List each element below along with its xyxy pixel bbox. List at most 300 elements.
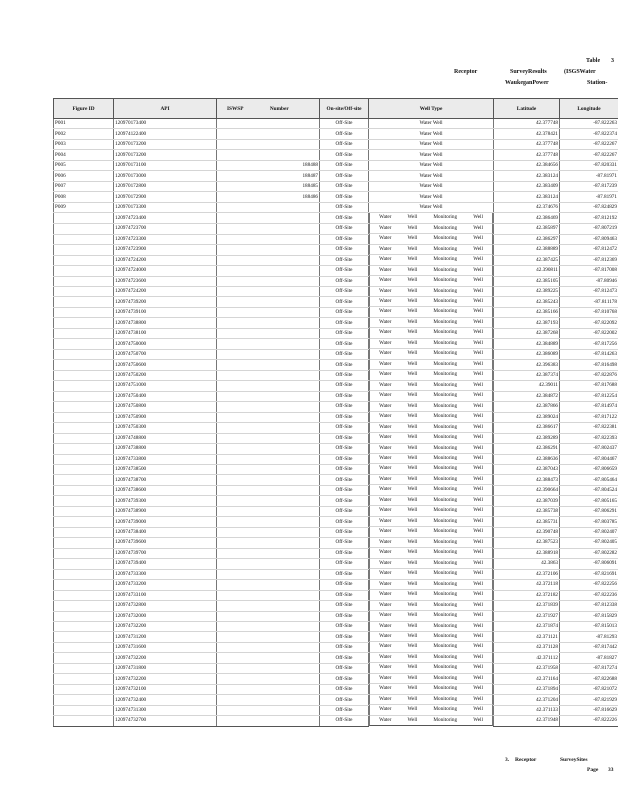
- figure-id-cell: [54, 381, 114, 391]
- figure-id-cell: [54, 590, 114, 600]
- iswsp-cell: [217, 622, 320, 632]
- longitude-cell: -87.817442: [560, 642, 618, 652]
- api-cell: 120974733300: [114, 569, 217, 579]
- table-row: [54, 360, 618, 370]
- col-latitude: Latitude: [494, 99, 560, 119]
- latitude-cell: 42.385105: [494, 276, 560, 286]
- site-cell: Off-Site: [320, 318, 369, 328]
- api-cell: 120974739300: [114, 496, 217, 506]
- table-row: [54, 328, 618, 338]
- iswsp-cell: 188486: [217, 192, 320, 202]
- api-cell: 120970173000: [114, 171, 217, 181]
- latitude-cell: 42.390811: [494, 266, 560, 276]
- site-cell: Off-Site: [320, 297, 369, 307]
- latitude-cell: 42.389289: [494, 433, 560, 443]
- api-cell: 120974739100: [114, 307, 217, 317]
- table-row: [54, 611, 618, 621]
- well-type-cell: Water Well Monitoring Well: [369, 318, 493, 328]
- site-cell: Off-Site: [320, 485, 369, 495]
- longitude-cell: -87.822876: [560, 370, 618, 380]
- iswsp-cell: [217, 307, 320, 317]
- table-row: [54, 245, 618, 255]
- figure-id-cell: [54, 705, 114, 715]
- api-cell: 120974750900: [114, 412, 217, 422]
- table-row: [54, 412, 618, 422]
- iswsp-cell: [217, 391, 320, 401]
- well-type-cell: Water Well Monitoring Well: [369, 653, 493, 663]
- figure-id-cell: [54, 475, 114, 485]
- iswsp-cell: [217, 527, 320, 537]
- iswsp-cell: [217, 475, 320, 485]
- table-row: [54, 370, 618, 380]
- iswsp-cell: [217, 580, 320, 590]
- figure-id-cell: [54, 276, 114, 286]
- api-cell: 120974733800: [114, 454, 217, 464]
- latitude-cell: 42.372118: [494, 580, 560, 590]
- iswsp-cell: [217, 517, 320, 527]
- iswsp-cell: 188488: [217, 160, 320, 170]
- longitude-cell: -87.806291: [560, 506, 618, 516]
- waukegan-heading: WaukeganPower: [505, 80, 549, 86]
- site-cell: Off-Site: [320, 360, 369, 370]
- iswsp-cell: [217, 234, 320, 244]
- longitude-cell: -87.824829: [560, 202, 618, 212]
- footer-section: 3.: [505, 757, 510, 763]
- well-type-cell: Water Well Monitoring Well: [369, 307, 493, 317]
- api-cell: 120974723300: [114, 234, 217, 244]
- longitude-cell: -87.817239: [560, 181, 618, 191]
- latitude-cell: 42.372106: [494, 569, 560, 579]
- well-type-cell: Water Well Monitoring Well: [369, 601, 493, 611]
- well-type-cell: Water Well Monitoring Well: [369, 527, 493, 537]
- table-row: [54, 444, 618, 454]
- figure-id-cell: [54, 266, 114, 276]
- well-type-cell: Water Well Monitoring Well: [369, 224, 493, 234]
- api-cell: 120974738500: [114, 464, 217, 474]
- latitude-cell: 42.387039: [494, 496, 560, 506]
- figure-id-cell: [54, 716, 114, 726]
- site-cell: Off-Site: [320, 139, 369, 149]
- figure-id-cell: [54, 444, 114, 454]
- iswsp-cell: [217, 370, 320, 380]
- figure-id-cell: [54, 663, 114, 673]
- site-cell: Off-Site: [320, 590, 369, 600]
- iswsp-cell: [217, 328, 320, 338]
- site-cell: Off-Site: [320, 464, 369, 474]
- longitude-cell: -87.81971: [560, 192, 618, 202]
- table-row: [54, 391, 618, 401]
- site-cell: Off-Site: [320, 192, 369, 202]
- api-cell: 120970173400: [114, 119, 217, 129]
- figure-id-cell: [54, 454, 114, 464]
- latitude-cell: 42.371958: [494, 663, 560, 673]
- site-cell: Off-Site: [320, 381, 369, 391]
- api-cell: 120974724000: [114, 266, 217, 276]
- site-cell: Off-Site: [320, 181, 369, 191]
- longitude-cell: -87.81827: [560, 653, 618, 663]
- longitude-cell: -87.802437: [560, 444, 618, 454]
- well-type-cell: Water Well Monitoring Well: [369, 632, 493, 642]
- col-well-type: Well Type: [369, 99, 494, 119]
- api-cell: 120974750200: [114, 370, 217, 380]
- iswsp-cell: [217, 674, 320, 684]
- col-api: API: [114, 99, 217, 119]
- longitude-cell: -87.822236: [560, 590, 618, 600]
- iswsp-cell: [217, 716, 320, 726]
- iswsp-cell: [217, 485, 320, 495]
- well-type-cell: Water Well Monitoring Well: [369, 674, 493, 684]
- iswsp-cell: [217, 684, 320, 694]
- figure-id-cell: [54, 255, 114, 265]
- latitude-cell: 42.387268: [494, 328, 560, 338]
- iswsp-cell: [217, 569, 320, 579]
- latitude-cell: 42.389024: [494, 412, 560, 422]
- api-cell: 120974731600: [114, 642, 217, 652]
- table-row: [54, 485, 618, 495]
- latitude-cell: 42.388636: [494, 454, 560, 464]
- latitude-cell: 42.390748: [494, 527, 560, 537]
- iswsp-cell: [217, 255, 320, 265]
- api-cell: 120974732200: [114, 674, 217, 684]
- longitude-cell: -87.804467: [560, 454, 618, 464]
- table-row: [54, 527, 618, 537]
- figure-id-cell: [54, 224, 114, 234]
- well-type-cell: Water Well Monitoring Well: [369, 339, 493, 349]
- footer-page-number: 33: [608, 767, 614, 773]
- iswsp-cell: [217, 339, 320, 349]
- figure-id-cell: P004: [54, 150, 114, 160]
- figure-id-cell: [54, 527, 114, 537]
- api-cell: 120974732100: [114, 684, 217, 694]
- latitude-cell: 42.371839: [494, 601, 560, 611]
- figure-id-cell: P007: [54, 181, 114, 191]
- latitude-cell: 42.3863: [494, 559, 560, 569]
- api-cell: 120974750800: [114, 402, 217, 412]
- iswsp-cell: [217, 224, 320, 234]
- well-type-cell: Water Well: [369, 139, 494, 149]
- figure-id-cell: [54, 287, 114, 297]
- well-type-cell: Water Well Monitoring Well: [369, 663, 493, 673]
- figure-id-cell: [54, 684, 114, 694]
- iswsp-cell: [217, 590, 320, 600]
- table-row: [54, 464, 618, 474]
- well-type-cell: Water Well Monitoring Well: [369, 517, 493, 527]
- iswsp-cell: [217, 402, 320, 412]
- longitude-cell: -87.821691: [560, 569, 618, 579]
- site-cell: Off-Site: [320, 234, 369, 244]
- latitude-cell: 42.378421: [494, 129, 560, 139]
- latitude-cell: 42.386617: [494, 423, 560, 433]
- longitude-cell: -87.822002: [560, 328, 618, 338]
- api-cell: 120974732700: [114, 716, 217, 726]
- api-cell: 120974732200: [114, 622, 217, 632]
- site-cell: Off-Site: [320, 444, 369, 454]
- figure-id-cell: [54, 245, 114, 255]
- table-row: [54, 150, 618, 160]
- longitude-cell: -87.814263: [560, 349, 618, 359]
- well-type-cell: Water Well Monitoring Well: [369, 444, 493, 454]
- api-cell: 120974723600: [114, 276, 217, 286]
- longitude-cell: -87.822263: [560, 119, 618, 129]
- api-cell: 120974731300: [114, 705, 217, 715]
- table-row: [54, 213, 618, 224]
- well-type-cell: Water Well: [369, 150, 494, 160]
- table-row: [54, 716, 618, 726]
- well-type-cell: Water Well Monitoring Well: [369, 213, 493, 223]
- well-type-cell: Water Well: [369, 171, 494, 181]
- table-row: [54, 548, 618, 558]
- latitude-cell: 42.377748: [494, 139, 560, 149]
- well-type-cell: Water Well Monitoring Well: [369, 370, 493, 380]
- site-cell: Off-Site: [320, 663, 369, 673]
- latitude-cell: 42.371204: [494, 695, 560, 705]
- site-cell: Off-Site: [320, 559, 369, 569]
- longitude-cell: -87.817008: [560, 266, 618, 276]
- longitude-cell: -87.812254: [560, 391, 618, 401]
- iswsp-cell: [217, 454, 320, 464]
- figure-id-cell: [54, 496, 114, 506]
- api-cell: 120974751000: [114, 381, 217, 391]
- latitude-cell: 42.371121: [494, 632, 560, 642]
- latitude-cell: 42.384872: [494, 391, 560, 401]
- iswsp-cell: [217, 287, 320, 297]
- figure-id-cell: [54, 297, 114, 307]
- latitude-cell: 42.387866: [494, 402, 560, 412]
- iswsp-cell: [217, 695, 320, 705]
- site-cell: Off-Site: [320, 171, 369, 181]
- table-row: [54, 234, 618, 244]
- api-cell: 120974738700: [114, 475, 217, 485]
- api-cell: 120974739600: [114, 538, 217, 548]
- iswsp-cell: [217, 538, 320, 548]
- well-type-cell: Water Well: [369, 119, 494, 129]
- iswsp-cell: [217, 559, 320, 569]
- well-type-cell: Water Well Monitoring Well: [369, 266, 493, 276]
- latitude-cell: 42.383409: [494, 181, 560, 191]
- figure-id-cell: [54, 632, 114, 642]
- table-header-row: [54, 99, 618, 119]
- figure-id-cell: [54, 213, 114, 224]
- site-cell: Off-Site: [320, 517, 369, 527]
- api-cell: 120974739000: [114, 517, 217, 527]
- table-row: [54, 705, 618, 715]
- figure-id-cell: [54, 506, 114, 516]
- longitude-cell: -87.822092: [560, 318, 618, 328]
- figure-id-cell: P005: [54, 160, 114, 170]
- survey-results-heading: SurveyResults: [510, 69, 547, 75]
- api-cell: 120974738600: [114, 485, 217, 495]
- table-number: 3: [611, 58, 614, 64]
- api-cell: 120974738900: [114, 506, 217, 516]
- col-number: Number: [269, 105, 289, 112]
- well-type-cell: Water Well Monitoring Well: [369, 590, 493, 600]
- iswsp-cell: [217, 139, 320, 149]
- latitude-cell: 42.385738: [494, 506, 560, 516]
- table-row: [54, 695, 618, 705]
- receptor-survey-table: [53, 98, 618, 727]
- latitude-cell: 42.372182: [494, 590, 560, 600]
- table-row: [54, 255, 618, 265]
- iswsp-cell: [217, 129, 320, 139]
- figure-id-cell: [54, 307, 114, 317]
- site-cell: Off-Site: [320, 622, 369, 632]
- footer-survey-sites: SurveySites: [560, 757, 588, 763]
- site-cell: Off-Site: [320, 548, 369, 558]
- well-type-cell: Water Well: [369, 202, 494, 212]
- site-cell: Off-Site: [320, 224, 369, 234]
- longitude-cell: -87.822256: [560, 580, 618, 590]
- longitude-cell: -87.812473: [560, 287, 618, 297]
- table-row: [54, 224, 618, 234]
- api-cell: 120970172900: [114, 192, 217, 202]
- well-type-cell: Water Well Monitoring Well: [369, 695, 493, 705]
- longitude-cell: -87.820331: [560, 160, 618, 170]
- longitude-cell: -87.812192: [560, 213, 618, 224]
- latitude-cell: 42.387374: [494, 370, 560, 380]
- iswsp-cell: [217, 705, 320, 715]
- site-cell: Off-Site: [320, 402, 369, 412]
- table-row: [54, 339, 618, 349]
- latitude-cell: 42.371948: [494, 716, 560, 726]
- iswsp-cell: [217, 663, 320, 673]
- well-type-cell: Water Well Monitoring Well: [369, 433, 493, 443]
- api-cell: 120974733100: [114, 590, 217, 600]
- site-cell: Off-Site: [320, 642, 369, 652]
- iswsp-cell: [217, 642, 320, 652]
- figure-id-cell: [54, 433, 114, 443]
- table-row: [54, 276, 618, 286]
- table-row: [54, 559, 618, 569]
- api-cell: 120974732000: [114, 611, 217, 621]
- well-type-cell: Water Well Monitoring Well: [369, 506, 493, 516]
- table-row: [54, 433, 618, 443]
- longitude-cell: -87.822226: [560, 716, 618, 726]
- figure-id-cell: [54, 548, 114, 558]
- longitude-cell: -87.81971: [560, 171, 618, 181]
- table-row: [54, 622, 618, 632]
- api-cell: 120974122400: [114, 129, 217, 139]
- api-cell: 120974738400: [114, 527, 217, 537]
- table-row: [54, 601, 618, 611]
- well-type-cell: Water Well Monitoring Well: [369, 705, 493, 715]
- iswsp-cell: [217, 464, 320, 474]
- api-cell: 120970173200: [114, 150, 217, 160]
- latitude-cell: 42.383124: [494, 192, 560, 202]
- table-row: [54, 642, 618, 652]
- iswsp-cell: [217, 412, 320, 422]
- site-cell: Off-Site: [320, 349, 369, 359]
- longitude-cell: -87.809463: [560, 234, 618, 244]
- table-row: [54, 297, 618, 307]
- longitude-cell: -87.81293: [560, 632, 618, 642]
- iswsp-cell: [217, 202, 320, 212]
- longitude-cell: -87.812472: [560, 245, 618, 255]
- table-row: [54, 454, 618, 464]
- iswsp-cell: [217, 632, 320, 642]
- api-cell: 120970172800: [114, 181, 217, 191]
- api-cell: 120974750000: [114, 339, 217, 349]
- iswsp-cell: [217, 349, 320, 359]
- site-cell: Off-Site: [320, 370, 369, 380]
- api-cell: 120974748800: [114, 433, 217, 443]
- iswsp-cell: [217, 213, 320, 224]
- table-row: [54, 287, 618, 297]
- receptor-heading: Receptor: [454, 69, 478, 75]
- figure-id-cell: P003: [54, 139, 114, 149]
- well-type-cell: Water Well Monitoring Well: [369, 423, 493, 433]
- api-cell: 120974750400: [114, 391, 217, 401]
- api-cell: 120974739400: [114, 559, 217, 569]
- table-body: [54, 119, 618, 727]
- iswsp-cell: 188487: [217, 171, 320, 181]
- iswsp-cell: [217, 119, 320, 129]
- well-type-cell: Water Well Monitoring Well: [369, 381, 493, 391]
- figure-id-cell: [54, 349, 114, 359]
- iswsp-cell: [217, 381, 320, 391]
- longitude-cell: -87.822267: [560, 139, 618, 149]
- site-cell: Off-Site: [320, 129, 369, 139]
- table-row: [54, 517, 618, 527]
- table-row: [54, 496, 618, 506]
- api-cell: 120970173200: [114, 139, 217, 149]
- figure-id-cell: [54, 559, 114, 569]
- longitude-cell: -87.812369: [560, 255, 618, 265]
- figure-id-cell: [54, 412, 114, 422]
- longitude-cell: -87.816498: [560, 360, 618, 370]
- site-cell: Off-Site: [320, 276, 369, 286]
- footer-page-label: Page: [587, 767, 599, 773]
- latitude-cell: 42.387043: [494, 464, 560, 474]
- well-type-cell: Water Well Monitoring Well: [369, 391, 493, 401]
- longitude-cell: -87.822267: [560, 150, 618, 160]
- site-cell: Off-Site: [320, 569, 369, 579]
- iswsp-cell: [217, 276, 320, 286]
- latitude-cell: 42.387523: [494, 538, 560, 548]
- longitude-cell: -87.810768: [560, 307, 618, 317]
- api-cell: 120974750600: [114, 360, 217, 370]
- col-figure-id: Figure ID: [54, 99, 114, 119]
- site-cell: Off-Site: [320, 496, 369, 506]
- site-cell: Off-Site: [320, 632, 369, 642]
- site-cell: Off-Site: [320, 339, 369, 349]
- site-cell: Off-Site: [320, 475, 369, 485]
- longitude-cell: -87.807219: [560, 224, 618, 234]
- table-row: [54, 192, 618, 202]
- table-label: Table: [586, 58, 601, 64]
- iswsp-cell: [217, 506, 320, 516]
- station-heading: Station-: [587, 80, 608, 86]
- figure-id-cell: [54, 234, 114, 244]
- figure-id-cell: [54, 360, 114, 370]
- well-type-cell: Water Well Monitoring Well: [369, 548, 493, 558]
- latitude-cell: 42.377748: [494, 119, 560, 129]
- well-type-cell: Water Well Monitoring Well: [369, 496, 493, 506]
- api-cell: 120974750300: [114, 423, 217, 433]
- iswsp-cell: [217, 433, 320, 443]
- well-type-cell: Water Well Monitoring Well: [369, 559, 493, 569]
- longitude-cell: -87.817122: [560, 412, 618, 422]
- figure-id-cell: [54, 402, 114, 412]
- table-row: [54, 266, 618, 276]
- table-row: [54, 171, 618, 181]
- well-type-cell: Water Well Monitoring Well: [369, 245, 493, 255]
- latitude-cell: 42.389225: [494, 287, 560, 297]
- well-type-cell: Water Well: [369, 181, 494, 191]
- api-cell: 120974733200: [114, 580, 217, 590]
- col-iswsp-number: [217, 99, 320, 119]
- well-type-cell: Water Well Monitoring Well: [369, 684, 493, 694]
- table-row: [54, 423, 618, 433]
